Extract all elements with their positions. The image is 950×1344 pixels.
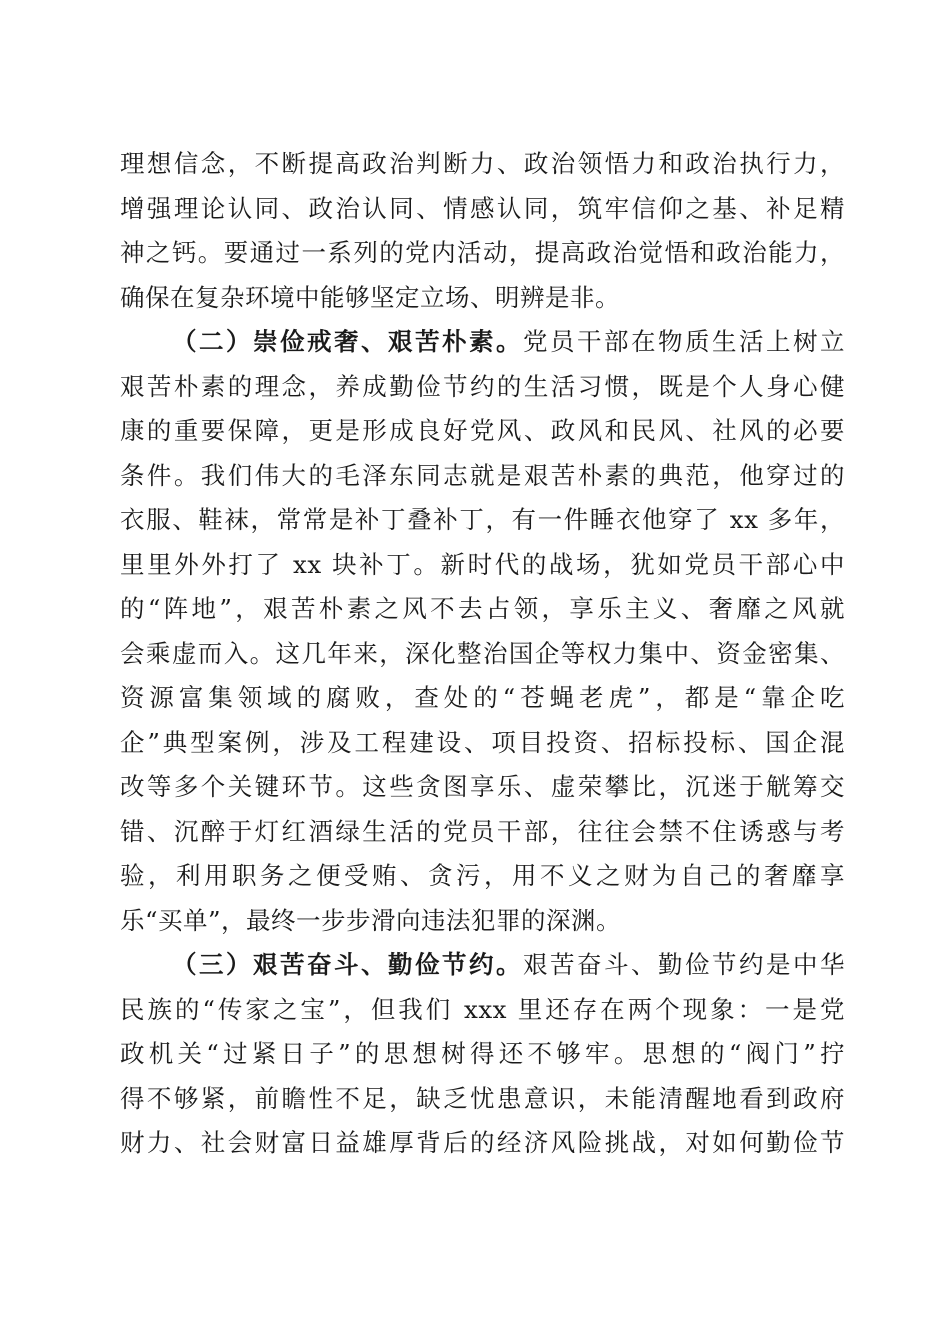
text-line: 会乘虚而入。这几年来，深化整治国企等权力集中、资金密集、 [120, 638, 845, 668]
text-line: 政机关“过紧日子”的思想树得还不够牢。思想的“阀门”拧 [120, 1039, 845, 1068]
text-run: 党员干部在物质生活上树立 [523, 327, 845, 356]
text-line: 增强理论认同、政治认同、情感认同，筑牢信仰之基、补足精 [120, 193, 845, 223]
text-line: 财力、社会财富日益雄厚背后的经济风险挑战，对如何勤俭节 [120, 1128, 845, 1157]
text-line: 错、沉醉于灯红酒绿生活的党员干部，往往会禁不住诱惑与考 [120, 816, 845, 846]
text-line: 企”典型案例，涉及工程建设、项目投资、招标投标、国企混 [120, 727, 845, 757]
text-line: 衣服、鞋袜，常常是补丁叠补丁，有一件睡衣他穿了 xx 多年， [120, 505, 845, 534]
paragraph-2 [120, 320, 845, 943]
text-line: 理想信念，不断提高政治判断力、政治领悟力和政治执行力， [120, 149, 845, 178]
text-run: 艰苦奋斗、勤俭节约是中华 [523, 950, 845, 979]
text-line: 的“阵地”，艰苦朴素之风不去占领，享乐主义、奢靡之风就 [120, 594, 845, 623]
text-line [120, 320, 845, 365]
text-line: 康的重要保障，更是形成良好党风、政风和民风、社风的必要 [120, 416, 845, 445]
text-line: 改等多个关键环节。这些贪图享乐、虚荣攀比，沉迷于觥筹交 [120, 772, 845, 801]
text-line: 确保在复杂环境中能够坚定立场、明辨是非。 [120, 282, 620, 312]
paragraph-3 [120, 943, 845, 1166]
text-line: 验，利用职务之便受贿、贪污，用不义之财为自己的奢靡享 [120, 861, 845, 890]
text-line: 资源富集领域的腐败，查处的“苍蝇老虎”，都是“靠企吃 [120, 683, 845, 712]
text-line: 条件。我们伟大的毛泽东同志就是艰苦朴素的典范，他穿过的 [120, 460, 845, 490]
section-heading: （三）艰苦奋斗、勤俭节约。 [172, 950, 523, 979]
paragraph-1 [120, 142, 845, 320]
text-line: 民族的“传家之宝”，但我们 xxx 里还存在两个现象：一是党 [120, 994, 845, 1024]
text-line: 里里外外打了 xx 块补丁。新时代的战场，犹如党员干部心中 [120, 549, 845, 579]
document-body [120, 142, 845, 1166]
text-line: 得不够紧，前瞻性不足，缺乏忧患意识，未能清醒地看到政府 [120, 1083, 845, 1113]
text-line: 乐“买单”，最终一步步滑向违法犯罪的深渊。 [120, 905, 622, 935]
text-line: 神之钙。要通过一系列的党内活动，提高政治觉悟和政治能力， [120, 238, 845, 267]
section-heading: （二）崇俭戒奢、艰苦朴素。 [172, 327, 523, 356]
text-line [120, 943, 845, 988]
text-line: 艰苦朴素的理念，养成勤俭节约的生活习惯，既是个人身心健 [120, 371, 845, 401]
